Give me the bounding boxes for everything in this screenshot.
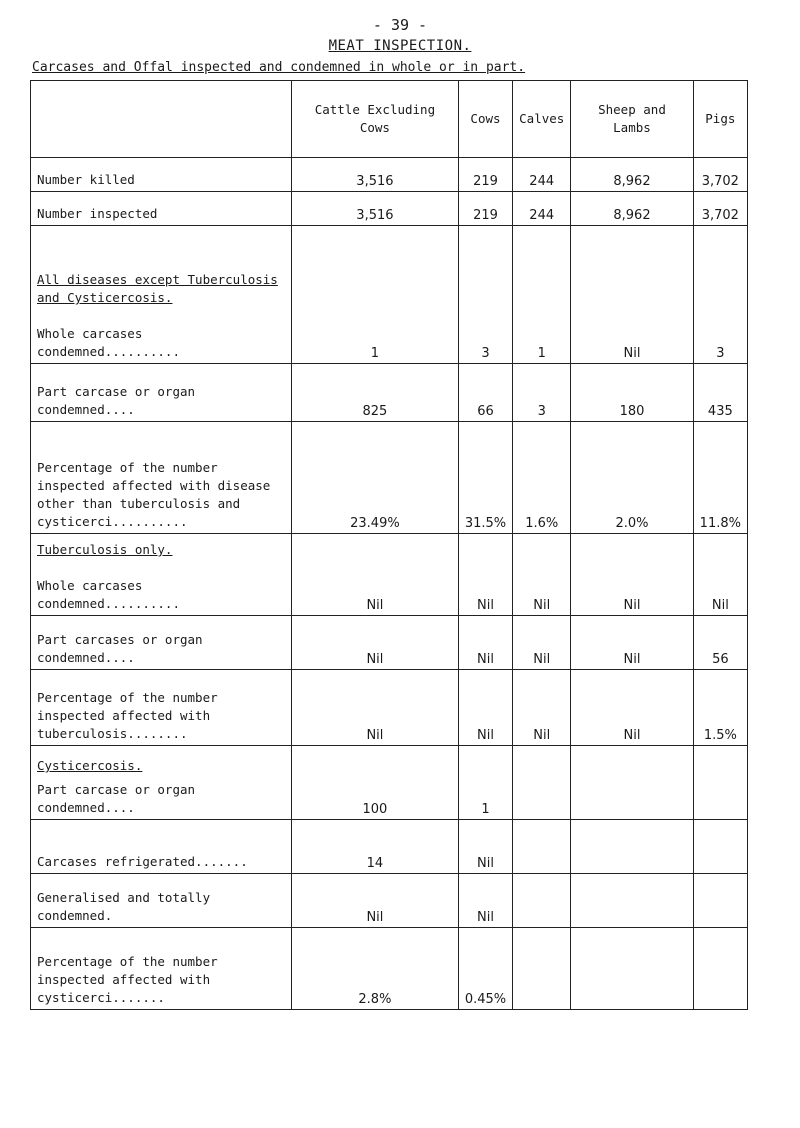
header-sheep: Sheep and Lambs bbox=[571, 81, 693, 158]
cell: Nil bbox=[458, 820, 512, 874]
cell bbox=[571, 746, 693, 820]
cell bbox=[513, 928, 571, 1010]
cell: 8,962 bbox=[571, 192, 693, 226]
cell: 31.5% bbox=[458, 422, 512, 534]
cell: Nil bbox=[458, 534, 512, 616]
cell: 3 bbox=[693, 226, 747, 364]
row-label: Percentage of the number inspected affected with tuberculosis........ bbox=[31, 670, 292, 746]
row-label: Part carcase or organ condemned.... bbox=[31, 364, 292, 422]
table-row bbox=[31, 192, 748, 226]
page-subtitle: Carcases and Offal inspected and condemned in whole or in part. bbox=[32, 60, 526, 75]
cell: 0.45% bbox=[458, 928, 512, 1010]
cell: 3,516 bbox=[292, 158, 459, 192]
section-heading: Tuberculosis only. bbox=[37, 542, 173, 557]
cell: 219 bbox=[458, 192, 512, 226]
table-row bbox=[31, 226, 748, 364]
row-label: Generalised and totally condemned. bbox=[31, 874, 292, 928]
cell: Nil bbox=[693, 534, 747, 616]
header-cows: Cows bbox=[458, 81, 512, 158]
row-label: Percentage of the number inspected affected with cysticerci....... bbox=[31, 928, 292, 1010]
cell: Nil bbox=[571, 616, 693, 670]
cell bbox=[571, 820, 693, 874]
cell: 1 bbox=[458, 746, 512, 820]
cell: 3 bbox=[458, 226, 512, 364]
cell: Nil bbox=[513, 534, 571, 616]
section-heading: All diseases except Tuberculosis and Cysticercosis. bbox=[37, 272, 278, 305]
row-label: Carcases refrigerated....... bbox=[31, 820, 292, 874]
cell: Nil bbox=[571, 226, 693, 364]
row-label: Number killed bbox=[31, 158, 292, 192]
row-label: Number inspected bbox=[31, 192, 292, 226]
header-blank bbox=[31, 81, 292, 158]
cell: 23.49% bbox=[292, 422, 459, 534]
cell bbox=[693, 928, 747, 1010]
cell: 56 bbox=[693, 616, 747, 670]
cell: Nil bbox=[513, 670, 571, 746]
cell: 435 bbox=[693, 364, 747, 422]
table-row bbox=[31, 158, 748, 192]
table-row bbox=[31, 928, 748, 1010]
cell: Nil bbox=[458, 874, 512, 928]
cell bbox=[571, 928, 693, 1010]
cell: 8,962 bbox=[571, 158, 693, 192]
cell: 1.6% bbox=[513, 422, 571, 534]
cell: 180 bbox=[571, 364, 693, 422]
table-row bbox=[31, 422, 748, 534]
cell bbox=[513, 820, 571, 874]
cell: 244 bbox=[513, 158, 571, 192]
cell: Nil bbox=[292, 534, 459, 616]
cell: Nil bbox=[292, 874, 459, 928]
cell bbox=[513, 746, 571, 820]
page-title: MEAT INSPECTION. bbox=[328, 38, 472, 54]
cell: 3,702 bbox=[693, 192, 747, 226]
table-row bbox=[31, 670, 748, 746]
cell: Nil bbox=[571, 670, 693, 746]
row-label-text: Part carcase or organ condemned.... bbox=[37, 782, 196, 815]
page-number: - 39 - bbox=[372, 16, 428, 34]
cell: Nil bbox=[292, 616, 459, 670]
cell: 3,516 bbox=[292, 192, 459, 226]
cell: 825 bbox=[292, 364, 459, 422]
section-heading: Cysticercosis. bbox=[37, 758, 143, 773]
row-label-text: Whole carcases condemned.......... bbox=[37, 578, 180, 611]
cell bbox=[693, 874, 747, 928]
table-row bbox=[31, 874, 748, 928]
header-calves: Calves bbox=[513, 81, 571, 158]
meat-inspection-table bbox=[30, 80, 748, 1010]
cell: 219 bbox=[458, 158, 512, 192]
cell: Nil bbox=[571, 534, 693, 616]
cell: 1.5% bbox=[693, 670, 747, 746]
cell: 11.8% bbox=[693, 422, 747, 534]
row-label: Percentage of the number inspected affected with disease other than tuberculosis and cysticerci.......... bbox=[31, 422, 292, 534]
cell: 66 bbox=[458, 364, 512, 422]
cell: 1 bbox=[513, 226, 571, 364]
cell bbox=[571, 874, 693, 928]
cell: 1 bbox=[292, 226, 459, 364]
cell: 14 bbox=[292, 820, 459, 874]
row-label: Part carcases or organ condemned.... bbox=[31, 616, 292, 670]
table-row bbox=[31, 746, 748, 820]
cell: 3,702 bbox=[693, 158, 747, 192]
cell: Nil bbox=[458, 670, 512, 746]
cell bbox=[693, 820, 747, 874]
header-cattle: Cattle Excluding Cows bbox=[292, 81, 459, 158]
table-row bbox=[31, 820, 748, 874]
row-label-text: Whole carcases condemned.......... bbox=[37, 326, 180, 359]
cell: Nil bbox=[292, 670, 459, 746]
row-label bbox=[31, 534, 292, 616]
cell: Nil bbox=[513, 616, 571, 670]
cell: 100 bbox=[292, 746, 459, 820]
table-row bbox=[31, 364, 748, 422]
cell: 3 bbox=[513, 364, 571, 422]
table-row bbox=[31, 616, 748, 670]
cell: Nil bbox=[458, 616, 512, 670]
row-label bbox=[31, 226, 292, 364]
header-row bbox=[31, 81, 748, 158]
cell: 2.8% bbox=[292, 928, 459, 1010]
cell: 244 bbox=[513, 192, 571, 226]
row-label bbox=[31, 746, 292, 820]
cell: 2.0% bbox=[571, 422, 693, 534]
cell bbox=[693, 746, 747, 820]
table-row bbox=[31, 534, 748, 616]
header-pigs: Pigs bbox=[693, 81, 747, 158]
cell bbox=[513, 874, 571, 928]
